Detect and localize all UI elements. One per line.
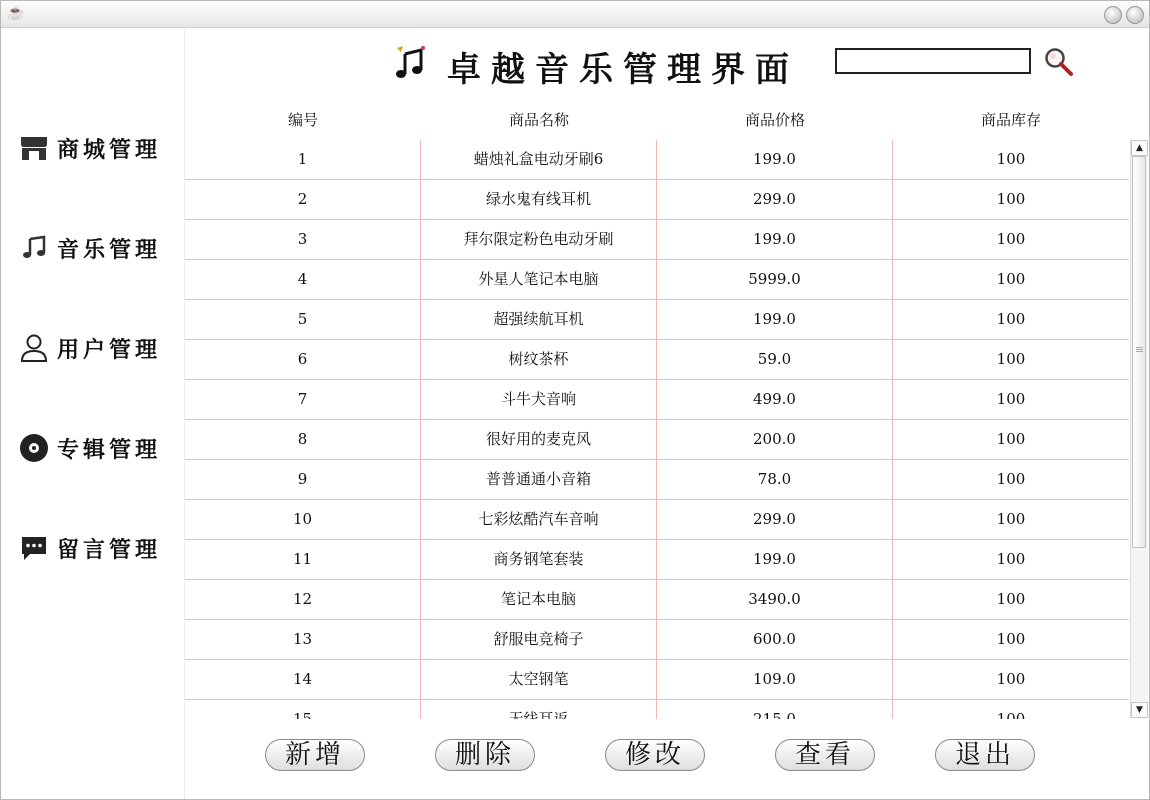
view-button[interactable]: 查看 <box>775 739 875 771</box>
table-row[interactable] <box>185 340 1129 380</box>
column-header[interactable]: 商品库存 <box>980 111 1041 129</box>
table-row[interactable] <box>185 380 1129 420</box>
sidebar-item-label: 用户管理 <box>57 336 162 363</box>
table-cell: 外星人笔记本电脑 <box>421 260 657 299</box>
table-cell: 299.0 <box>657 500 893 539</box>
vertical-scrollbar[interactable] <box>1130 140 1148 718</box>
sidebar-item-label: 音乐管理 <box>57 236 162 263</box>
music-note-icon <box>19 233 49 263</box>
user-icon <box>19 333 49 363</box>
sidebar-item-music[interactable] <box>19 230 179 266</box>
delete-button[interactable]: 删除 <box>435 739 535 771</box>
product-table <box>185 100 1147 718</box>
column-header[interactable]: 编号 <box>287 111 318 129</box>
table-cell: 3 <box>185 220 421 259</box>
table-cell: 8 <box>185 420 421 459</box>
add-button[interactable]: 新增 <box>265 739 365 771</box>
table-cell: 普普通通小音箱 <box>421 460 657 499</box>
header <box>185 28 1149 100</box>
table-row[interactable] <box>185 460 1129 500</box>
title-bar[interactable] <box>1 1 1149 28</box>
table-cell: 100 <box>996 190 1026 208</box>
table-cell: 109.0 <box>657 660 893 699</box>
table-cell: 14 <box>185 660 421 699</box>
table-cell: 太空钢笔 <box>421 660 657 699</box>
minimize-button[interactable] <box>1104 6 1122 24</box>
sidebar-item-label: 留言管理 <box>57 536 162 563</box>
table-cell: 2 <box>185 180 421 219</box>
search-input[interactable] <box>835 48 1031 74</box>
table-row[interactable] <box>185 500 1129 540</box>
table-cell: 拜尔限定粉色电动牙刷 <box>421 220 657 259</box>
table-row[interactable] <box>185 660 1129 700</box>
table-cell: 10 <box>185 500 421 539</box>
table-cell: 100 <box>996 430 1026 448</box>
sidebar-item-label: 专辑管理 <box>57 436 162 463</box>
table-cell: 3490.0 <box>657 580 893 619</box>
table-cell: 11 <box>185 540 421 579</box>
exit-button[interactable]: 退出 <box>935 739 1035 771</box>
table-row[interactable] <box>185 580 1129 620</box>
scroll-down-arrow-icon[interactable]: ▼ <box>1131 702 1148 718</box>
table-cell: 1 <box>185 140 421 179</box>
table-cell: 100 <box>996 670 1026 688</box>
table-cell: 6 <box>185 340 421 379</box>
scroll-up-arrow-icon[interactable]: ▲ <box>1131 140 1148 156</box>
table-cell: 100 <box>996 510 1026 528</box>
table-row[interactable] <box>185 180 1129 220</box>
table-cell: 舒服电竞椅子 <box>421 620 657 659</box>
edit-button[interactable]: 修改 <box>605 739 705 771</box>
table-row[interactable] <box>185 420 1129 460</box>
sidebar-item-message[interactable] <box>19 530 179 566</box>
table-cell: 9 <box>185 460 421 499</box>
table-body <box>185 140 1129 740</box>
table-cell: 笔记本电脑 <box>421 580 657 619</box>
table-row[interactable] <box>185 140 1129 180</box>
table-cell: 100 <box>996 390 1026 408</box>
table-cell: 100 <box>996 150 1026 168</box>
sidebar-item-user[interactable] <box>19 330 179 366</box>
action-bar <box>185 719 1147 799</box>
table-row[interactable] <box>185 260 1129 300</box>
table-cell: 100 <box>996 350 1026 368</box>
table-row[interactable] <box>185 540 1129 580</box>
table-cell: 7 <box>185 380 421 419</box>
table-cell: 100 <box>996 590 1026 608</box>
magnifier-icon[interactable] <box>1043 46 1075 78</box>
table-cell: 59.0 <box>657 340 893 379</box>
table-cell: 100 <box>996 310 1026 328</box>
table-cell: 299.0 <box>657 180 893 219</box>
column-header[interactable]: 商品名称 <box>508 111 569 129</box>
table-cell: 蜡烛礼盒电动牙刷6 <box>421 140 657 179</box>
table-cell: 600.0 <box>657 620 893 659</box>
shop-icon <box>19 133 49 163</box>
table-cell: 199.0 <box>657 140 893 179</box>
table-cell: 12 <box>185 580 421 619</box>
table-cell: 绿水鬼有线耳机 <box>421 180 657 219</box>
table-cell: 5 <box>185 300 421 339</box>
table-cell: 499.0 <box>657 380 893 419</box>
sidebar-item-album[interactable] <box>19 430 179 466</box>
table-cell: 200.0 <box>657 420 893 459</box>
music-note-icon <box>395 46 427 80</box>
sidebar <box>1 28 185 799</box>
scrollbar-thumb[interactable] <box>1132 156 1146 548</box>
table-cell: 5999.0 <box>657 260 893 299</box>
message-icon <box>19 533 49 563</box>
table-cell: 199.0 <box>657 540 893 579</box>
sidebar-item-shop[interactable] <box>19 130 179 166</box>
table-cell: 七彩炫酷汽车音响 <box>421 500 657 539</box>
table-cell: 13 <box>185 620 421 659</box>
table-cell: 100 <box>996 270 1026 288</box>
table-row[interactable] <box>185 220 1129 260</box>
table-cell: 100 <box>996 230 1026 248</box>
table-cell: 78.0 <box>657 460 893 499</box>
table-cell: 很好用的麦克风 <box>421 420 657 459</box>
sidebar-item-label: 商城管理 <box>57 136 162 163</box>
table-cell: 199.0 <box>657 300 893 339</box>
table-cell: 商务钢笔套装 <box>421 540 657 579</box>
disc-icon <box>19 433 49 463</box>
table-cell: 100 <box>996 550 1026 568</box>
table-row[interactable] <box>185 620 1129 660</box>
table-cell: 100 <box>996 470 1026 488</box>
close-button[interactable] <box>1126 6 1144 24</box>
column-header[interactable]: 商品价格 <box>744 111 805 129</box>
table-cell: 超强续航耳机 <box>421 300 657 339</box>
table-cell: 199.0 <box>657 220 893 259</box>
table-header <box>185 100 1129 140</box>
table-cell: 斗牛犬音响 <box>421 380 657 419</box>
java-cup-icon: ☕ <box>7 5 25 21</box>
table-row[interactable] <box>185 300 1129 340</box>
page-title: 卓越音乐管理界面 <box>447 50 799 90</box>
table-cell: 树纹茶杯 <box>421 340 657 379</box>
table-cell: 100 <box>996 630 1026 648</box>
table-cell: 4 <box>185 260 421 299</box>
